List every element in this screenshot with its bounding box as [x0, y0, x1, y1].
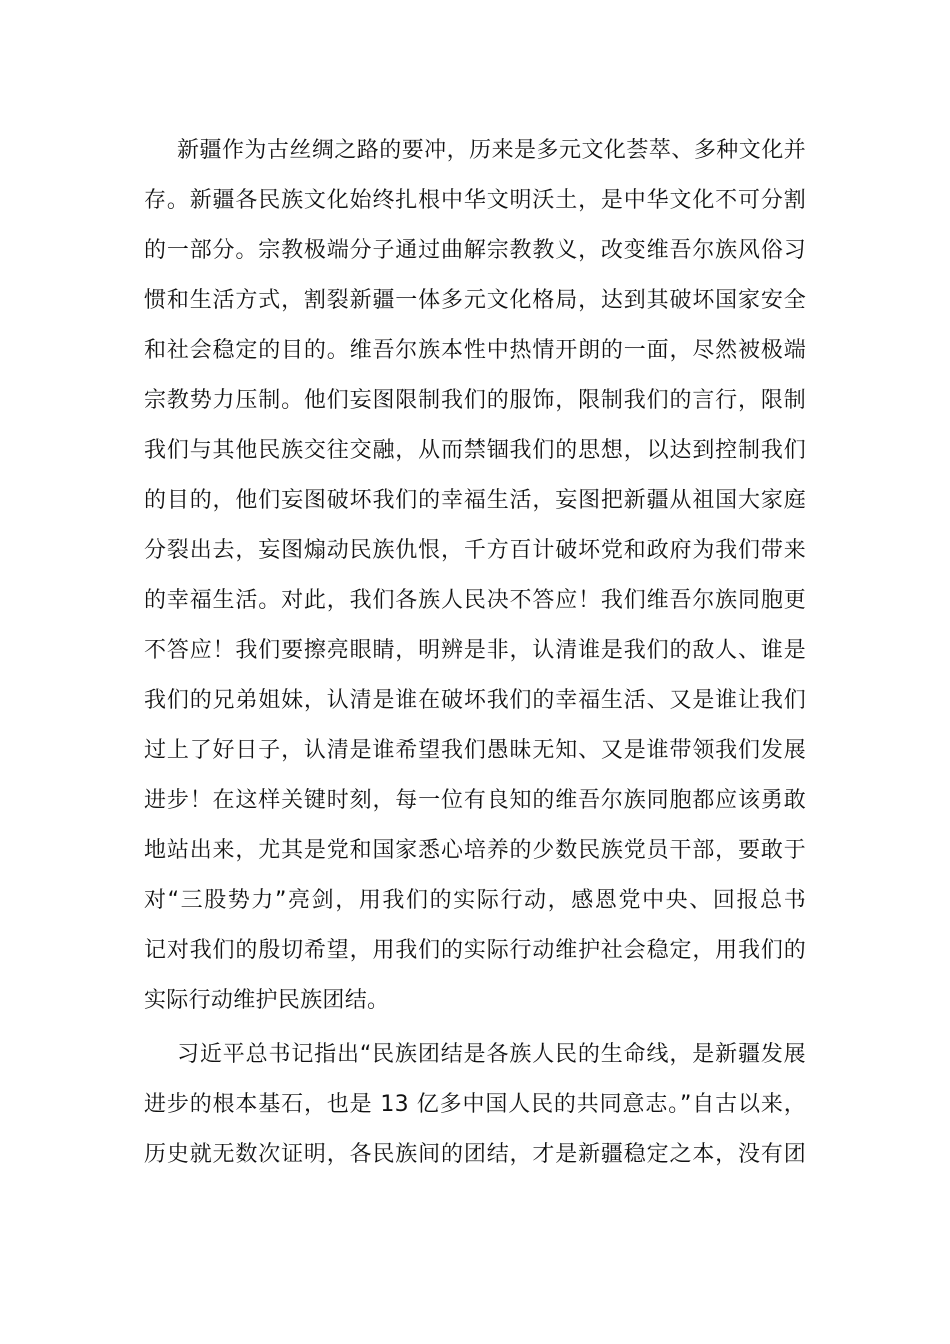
paragraph-line: 过上了好日子，认清是谁希望我们愚昧无知、又是谁带领我们发展 [144, 738, 806, 763]
paragraph-line: 新疆作为古丝绸之路的要冲，历来是多元文化荟萃、多种文化并 [177, 138, 806, 163]
paragraph-line: 习近平总书记指出“民族团结是各族人民的生命线，是新疆发展 [177, 1042, 806, 1067]
paragraph-line: 和社会稳定的目的。维吾尔族本性中热情开朗的一面，尽然被极端 [144, 338, 806, 363]
paragraph-line: 宗教势力压制。他们妄图限制我们的服饰，限制我们的言行，限制 [144, 388, 806, 413]
paragraph-line: 进步的根本基石，也是 13 亿多中国人民的共同意志。”自古以来， [144, 1092, 806, 1117]
paragraph-line: 进步！在这样关键时刻，每一位有良知的维吾尔族同胞都应该勇敢 [144, 788, 806, 813]
paragraph-line: 历史就无数次证明，各民族间的团结，才是新疆稳定之本，没有团 [144, 1142, 806, 1167]
paragraph-line: 存。新疆各民族文化始终扎根中华文明沃土，是中华文化不可分割 [144, 188, 806, 213]
paragraph-line: 地站出来，尤其是党和国家悉心培养的少数民族党员干部，要敢于 [144, 838, 806, 863]
paragraph-line: 的目的，他们妄图破坏我们的幸福生活，妄图把新疆从祖国大家庭 [144, 488, 806, 513]
paragraph-1 [144, 126, 806, 1026]
paragraph-line: 不答应！我们要擦亮眼睛，明辨是非，认清谁是我们的敌人、谁是 [144, 638, 806, 663]
paragraph-line: 的一部分。宗教极端分子通过曲解宗教教义，改变维吾尔族风俗习 [144, 238, 806, 263]
paragraph-line: 分裂出去，妄图煽动民族仇恨，千方百计破坏党和政府为我们带来 [144, 538, 806, 563]
paragraph-line: 记对我们的殷切希望，用我们的实际行动维护社会稳定，用我们的 [144, 938, 806, 963]
paragraph-2 [144, 1030, 806, 1180]
paragraph-line: 的幸福生活。对此，我们各族人民决不答应！我们维吾尔族同胞更 [144, 588, 806, 613]
paragraph-line: 我们与其他民族交往交融，从而禁锢我们的思想，以达到控制我们 [144, 438, 806, 463]
paragraph-line: 惯和生活方式，割裂新疆一体多元文化格局，达到其破坏国家安全 [144, 288, 806, 313]
paragraph-line: 对“三股势力”亮剑，用我们的实际行动，感恩党中央、回报总书 [144, 888, 806, 913]
paragraph-line: 我们的兄弟姐妹，认清是谁在破坏我们的幸福生活、又是谁让我们 [144, 688, 806, 713]
paragraph-line: 实际行动维护民族团结。 [144, 988, 390, 1013]
